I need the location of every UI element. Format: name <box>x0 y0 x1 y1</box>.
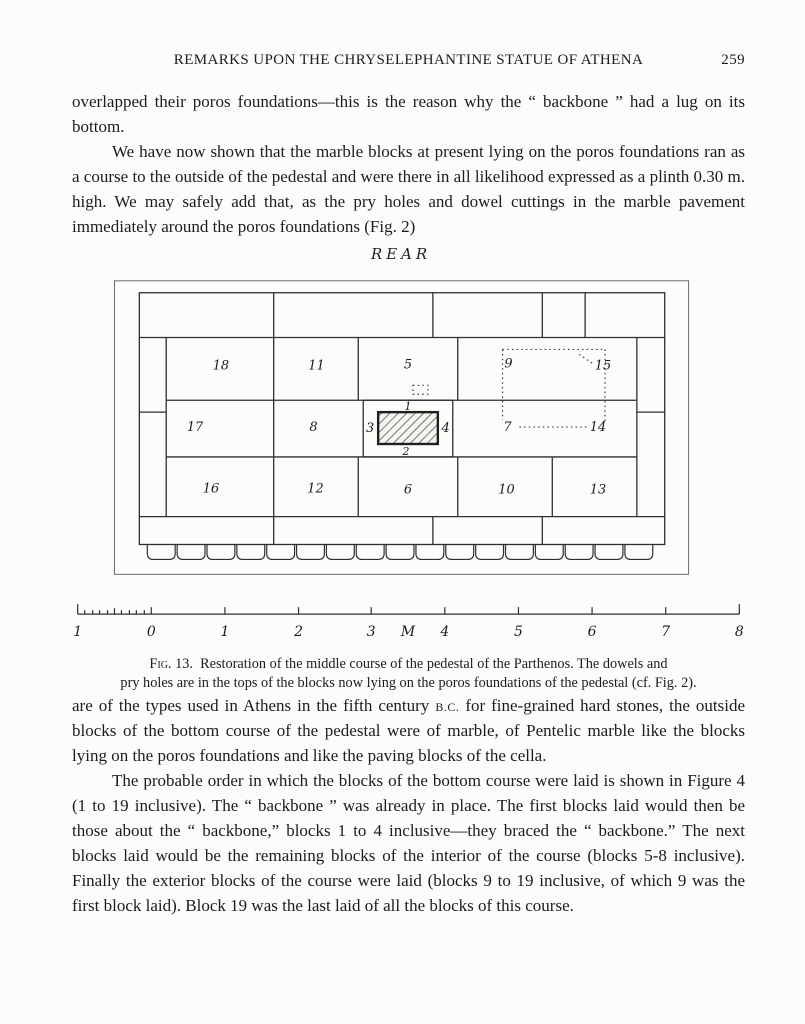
paragraph-3-bc: B.C. <box>435 696 460 715</box>
paragraph-3-post: for fine-grained hard stones, the outside blocks of the bottom course of the pedestal were of marble, of Pentelic marble like the blocks lying on the poros foundations and like the paving blocks of the cella. <box>72 696 745 765</box>
backbone-block <box>378 412 438 444</box>
figure-13 <box>72 243 745 693</box>
block-9-label: 9 <box>504 356 513 372</box>
scale-label-8: 8 <box>734 624 744 641</box>
page-header <box>72 52 745 69</box>
scale-bar <box>78 604 740 614</box>
scale-label-0: 0 <box>146 624 156 641</box>
figure-caption-label: Fig. 13. <box>149 656 193 672</box>
running-title: REMARKS UPON THE CHRYSELEPHANTINE STATUE OF ATHENA <box>173 52 644 68</box>
block-12-label: 12 <box>307 481 324 497</box>
scale-label-1: 1 <box>220 624 230 641</box>
figure-caption-line1-text: Restoration of the middle course of the pedestal of the Parthenos. The dowels and <box>200 656 668 672</box>
scale-label-1-left: 1 <box>73 624 83 641</box>
scale-label-2: 2 <box>294 624 303 641</box>
block-18-label: 18 <box>212 358 230 374</box>
scale-label-7: 7 <box>661 624 671 641</box>
scale-label-5: 5 <box>514 624 523 641</box>
block-8-label: 8 <box>309 420 318 436</box>
block-14-label: 14 <box>589 420 607 436</box>
block-11-label: 11 <box>308 358 325 374</box>
scale-label-m: M <box>400 624 416 641</box>
figure-plan-wrapper <box>68 243 748 641</box>
paragraph-4: The probable order in which the blocks of the bottom course were laid is shown in Figure 4 (1 to 19 inclusive). The “ backbone ” was already in place. The first blocks laid would then be those about the “ backbone,” blocks 1 to 4 inclusive—they braced the “ backbone.” The next blocks laid would be the remaining blocks of the interior of the course (blocks 5-8 inclusive). Finally the exterior blocks of the course were laid (blocks 9 to 19 inclusive, of which 9 was the first block laid). Block 19 was the last laid of all the blocks of this course. <box>72 771 745 915</box>
block-4-label: 4 <box>441 421 450 437</box>
block-5-label: 5 <box>403 357 413 373</box>
block-15-label: 15 <box>594 358 612 374</box>
paragraph-2: We have now shown that the marble blocks at present lying on the poros foundations ran as a course to the outside of the pedestal and were there in all likelihood expressed as a plinth 0.30 m. high. We may safely add that, as the pry holes and dowel cuttings in the marble pavement immediately around the poros foundations (Fig. 2) <box>72 142 745 236</box>
rear-label: REAR <box>371 244 432 263</box>
paragraph-1: overlapped their poros foundations—this is the reason why the “ backbone ” had a lug on its bottom. <box>72 92 745 136</box>
page-number: 259 <box>721 52 745 68</box>
paragraph-3-pre: are of the types used in Athens in the fifth century <box>72 696 436 715</box>
block-1-label: 1 <box>404 400 412 414</box>
figure-caption <box>72 655 745 693</box>
scale-label-4: 4 <box>440 624 450 641</box>
scale-label-6: 6 <box>587 624 597 641</box>
block-10-label: 10 <box>498 482 515 498</box>
block-6-label: 6 <box>403 482 413 498</box>
block-13-label: 13 <box>589 482 607 498</box>
block-2-label: 2 <box>402 444 410 458</box>
scale-label-3: 3 <box>366 624 376 641</box>
block-7-label: 7 <box>503 420 512 436</box>
figure-caption-line2: pry holes are in the tops of the blocks now lying on the poros foundations of the pedestal (cf. Fig. 2). <box>120 675 697 691</box>
pedestal-plan-drawing <box>68 243 748 641</box>
paragraph-3 <box>72 693 745 768</box>
block-3-label: 3 <box>366 421 375 437</box>
bottom-moulding-scallops <box>147 544 652 559</box>
block-17-label: 17 <box>186 420 204 436</box>
scale-bar-labels <box>73 624 744 640</box>
figure-caption-line1 <box>72 655 745 674</box>
block-16-label: 16 <box>202 481 220 497</box>
